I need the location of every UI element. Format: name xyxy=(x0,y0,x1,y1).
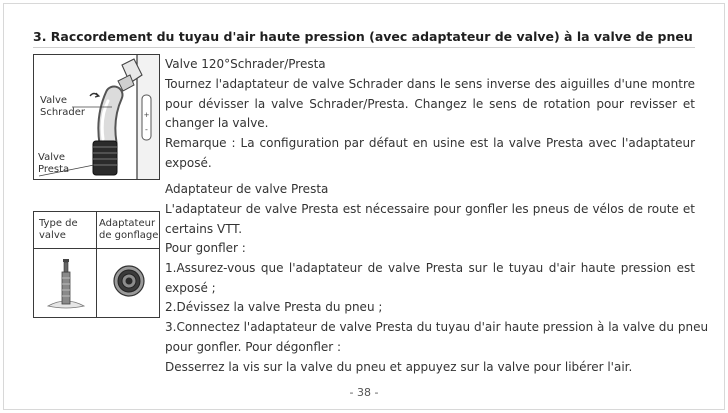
presta-label xyxy=(38,152,69,176)
schrader-instructions: Tournez l'adaptateur de valve Schrader dans le sens inverse des aiguilles d'une montre pour dévisser la valve Schrader/Presta. Changez le sens de rotation pour revisser et changer la valve. xyxy=(165,77,695,131)
schrader-label xyxy=(40,95,85,119)
table-header-valve-type-line1: Type de xyxy=(39,218,78,229)
valve-type-table xyxy=(33,211,160,318)
presta-label-line1: Valve xyxy=(38,152,66,163)
schrader-label-line1: Valve xyxy=(40,95,68,106)
title-divider xyxy=(33,47,695,48)
table-header-adapter xyxy=(99,218,158,242)
table-row-divider xyxy=(34,248,159,249)
valve-adapter-illustration xyxy=(33,54,160,180)
factory-default-note: Remarque : La configuration par défaut en usine est la valve Presta avec l'adaptateur exposé. xyxy=(165,136,695,170)
presta-valve-icon xyxy=(46,258,86,310)
table-header-valve-type xyxy=(39,218,78,242)
presta-adapter-heading: Adaptateur de valve Presta xyxy=(165,182,329,196)
table-header-adapter-line2: de gonflage xyxy=(99,230,159,241)
table-header-valve-type-line2: valve xyxy=(39,230,66,241)
inflate-step-2: 2.Dévissez la valve Presta du pneu ; xyxy=(165,300,383,314)
inflate-step-3-line1: 3.Connectez l'adaptateur de valve Presta du tuyau d'air haute pression à la valve du pneu xyxy=(165,320,709,334)
table-column-divider xyxy=(96,212,97,317)
inflate-step-3-line2: pour gonfler. Pour dégonfler : xyxy=(165,340,342,354)
schrader-label-line2: Schrader xyxy=(40,107,86,118)
presta-adapter-icon xyxy=(112,264,146,298)
presta-label-line2: Presta xyxy=(38,164,70,175)
inflate-step-1: 1.Assurez-vous que l'adaptateur de valve Presta sur le tuyau d'air haute pression est exposé ; xyxy=(165,261,695,295)
schrader-presta-heading: Valve 120°Schrader/Presta xyxy=(165,57,326,71)
page-number: - 38 - xyxy=(349,386,379,399)
deflate-instructions: Desserrez la vis sur la valve du pneu et appuyez sur la valve pour libérer l'air. xyxy=(165,360,633,374)
inflate-label: Pour gonfler : xyxy=(165,241,246,255)
presta-adapter-description: L'adaptateur de valve Presta est nécessaire pour gonfler les pneus de vélos de route et certains VTT. xyxy=(165,202,695,236)
section-title: 3. Raccordement du tuyau d'air haute pression (avec adaptateur de valve) à la valve de pneu xyxy=(33,29,693,44)
svg-text:-: - xyxy=(145,125,148,134)
table-header-adapter-line1: Adaptateur xyxy=(99,218,156,229)
svg-text:+: + xyxy=(143,111,150,119)
